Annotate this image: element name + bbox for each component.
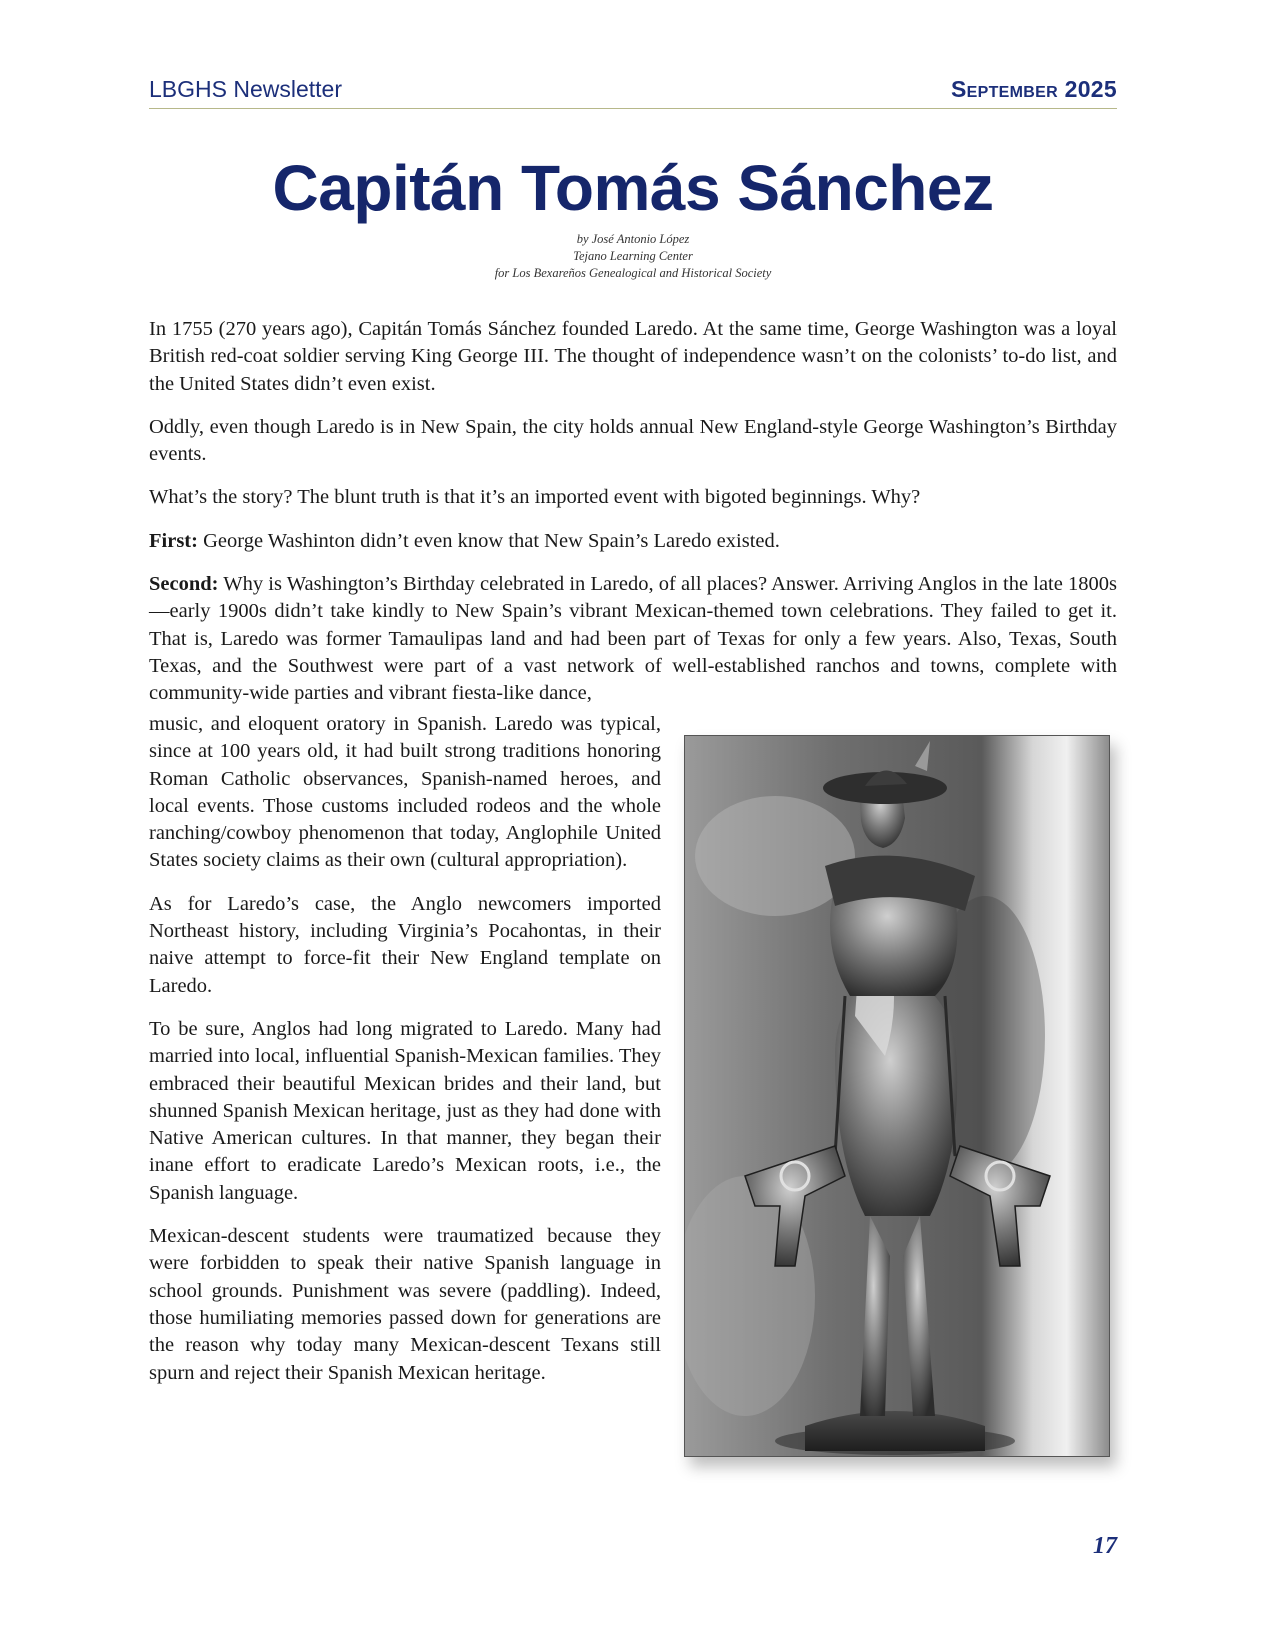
publication-name: LBGHS Newsletter <box>149 76 343 102</box>
horseman-statue-image <box>685 736 1109 1456</box>
article-body-full-width <box>149 316 1117 708</box>
paragraph-second <box>149 571 1117 707</box>
byline-author: by José Antonio López <box>576 232 690 246</box>
paragraph: As for Laredo’s case, the Anglo newcomers imported Northeast history, including Virginia’s Pocahontas, in their naive attempt to force-fit their New England template on Laredo. <box>149 892 661 997</box>
paragraph-second-continued: music, and eloquent oratory in Spanish. Laredo was typical, since at 100 years old, it had built strong traditions honoring Roman Catholic observances, Spanish-named heroes, and local events. Those customs included rodeos and the whole ranching/cowboy phenomenon that today, Anglophile United States society claims as their own (cultural appropriation). <box>149 713 661 872</box>
paragraph: In 1755 (270 years ago), Capitán Tomás Sánchez founded Laredo. At the same time, George Washington was a loyal British red-coat soldier serving King George III. The thought of independence wasn’t on the colonists’ to-do list, and the United States didn’t even exist. <box>149 318 1117 395</box>
article-body-column <box>149 711 661 1403</box>
paragraph-first <box>149 528 1117 555</box>
paragraph: Mexican-descent students were traumatized because they were forbidden to speak their native Spanish language in school grounds. Punishment was severe (paddling). Indeed, those humiliating memories passed down for generations are the reason why today many Mexican-descent Texans still spurn and reject their Spanish Mexican heritage. <box>149 1225 661 1384</box>
paragraph: Oddly, even though Laredo is in New Spain, the city holds annual New England-style George Washington’s Birthday events. <box>149 415 1117 466</box>
statue-photo <box>684 735 1110 1457</box>
page-number: 17 <box>1093 1533 1117 1559</box>
byline <box>149 231 1117 282</box>
byline-society: for Los Bexareños Genealogical and Historical Society <box>494 266 772 280</box>
paragraph: What’s the story? The blunt truth is that it’s an imported event with bigoted beginnings. Why? <box>149 486 921 509</box>
first-label: First: <box>149 529 198 552</box>
page-header <box>149 74 1117 109</box>
paragraph: To be sure, Anglos had long migrated to Laredo. Many had married into local, influential Spanish-Mexican families. They embraced their beautiful Mexican brides and their land, but shunned Spanish Mexican heritage, just as they had done with Native American cultures. In that manner, they began their inane effort to eradicate Laredo’s Mexican roots, i.e., the Spanish language. <box>149 1017 661 1204</box>
article-title: Capitán Tomás Sánchez <box>272 152 994 224</box>
second-label: Second: <box>149 573 219 596</box>
byline-organization: Tejano Learning Center <box>573 249 693 263</box>
second-text: Why is Washington’s Birthday celebrated in Laredo, of all places? Answer. Arriving Anglos in the late 1800s—early 1900s didn’t take kindly to New Spain’s vibrant Mexican-themed town celebrations. They failed to get it. That is, Laredo was former Tamaulipas land and had been part of Texas for only a few years. Also, Texas, South Texas, and the Southwest were part of a vast network of well-established ranchos and towns, complete with community-wide parties and vibrant fiesta-like dance, <box>149 573 1117 705</box>
issue-date: September 2025 <box>951 76 1117 102</box>
first-text: George Washinton didn’t even know that New Spain’s Laredo existed. <box>197 529 780 552</box>
